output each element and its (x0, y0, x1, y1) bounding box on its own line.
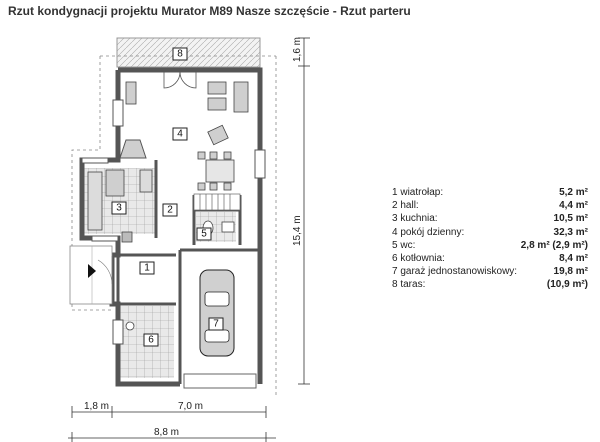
legend-row (392, 186, 588, 199)
room-number-3: 3 (116, 202, 122, 214)
room-legend (392, 186, 588, 292)
legend-room-area: 5,2 m² (559, 187, 588, 198)
room-number-6: 6 (148, 334, 154, 346)
legend-room-area: 32,3 m² (553, 226, 588, 238)
legend-room-number: 4 (392, 226, 398, 238)
room-number-4: 4 (177, 128, 183, 140)
legend-row (392, 278, 588, 291)
legend-row (392, 212, 588, 225)
terrace-doors (164, 72, 196, 88)
legend-room-number: 8 (392, 279, 398, 291)
legend-room-label: wiatrołap: (400, 187, 444, 198)
garage-door-opening (184, 374, 256, 388)
plan-title: Rzut kondygnacji projektu Murator M89 Nasze szczęście - Rzut parteru (8, 4, 411, 18)
legend-room-name (392, 252, 445, 265)
legend-room-name (392, 226, 464, 239)
legend-room-name (392, 239, 415, 252)
legend-room-area: 10,5 m² (553, 213, 588, 225)
room-number-2: 2 (167, 204, 173, 216)
legend-room-area: 2,8 m² (2,9 m²) (520, 239, 588, 251)
legend-room-label: garaż jednostanowiskowy: (400, 266, 518, 278)
legend-row (392, 239, 588, 252)
legend-room-label: wc: (400, 239, 416, 251)
dimension-left-width: 1,8 m (84, 401, 110, 412)
entrance-porch (70, 246, 112, 304)
legend-room-name (392, 212, 438, 225)
legend-row (392, 199, 588, 212)
legend-room-label: kuchnia: (400, 213, 438, 225)
legend-room-area: 4,4 m² (559, 200, 588, 212)
legend-room-label: taras: (400, 279, 426, 291)
legend-room-number: 3 (392, 213, 398, 225)
legend-room-area: (10,9 m²) (546, 279, 588, 291)
boiler-icon (126, 322, 134, 330)
room-number-7: 7 (213, 318, 219, 330)
legend-row (392, 252, 588, 265)
vertical-dimensions (298, 38, 310, 384)
legend-room-name (392, 278, 425, 291)
legend-room-label: kotłownia: (400, 252, 445, 264)
dimension-right-width: 7,0 m (178, 401, 204, 412)
legend-room-number: 7 (392, 266, 398, 278)
dimension-total-width: 8,8 m (154, 427, 180, 438)
fireplace (120, 140, 146, 158)
legend-room-name (392, 186, 443, 199)
legend-room-area: 8,4 m² (559, 252, 588, 264)
legend-room-label: hall: (400, 200, 419, 212)
terrace (117, 38, 260, 67)
dimension-total-depth: 15,4 m (292, 215, 303, 246)
car-icon (200, 270, 234, 356)
legend-room-area: 19,8 m² (553, 266, 588, 278)
room-number-1: 1 (144, 262, 150, 274)
legend-room-name (392, 265, 517, 278)
legend-room-number: 5 (392, 239, 398, 251)
dimension-terrace-depth: 1,6 m (292, 36, 303, 62)
legend-room-number: 1 (392, 187, 398, 198)
legend-row (392, 226, 588, 239)
room-number-8: 8 (177, 48, 183, 60)
room-number-5: 5 (201, 228, 207, 240)
legend-room-label: pokój dzienny: (400, 226, 465, 238)
legend-room-name (392, 199, 419, 212)
legend-room-number: 6 (392, 252, 398, 264)
staircase (194, 194, 240, 210)
legend-room-number: 2 (392, 200, 398, 212)
legend-row (392, 265, 588, 278)
